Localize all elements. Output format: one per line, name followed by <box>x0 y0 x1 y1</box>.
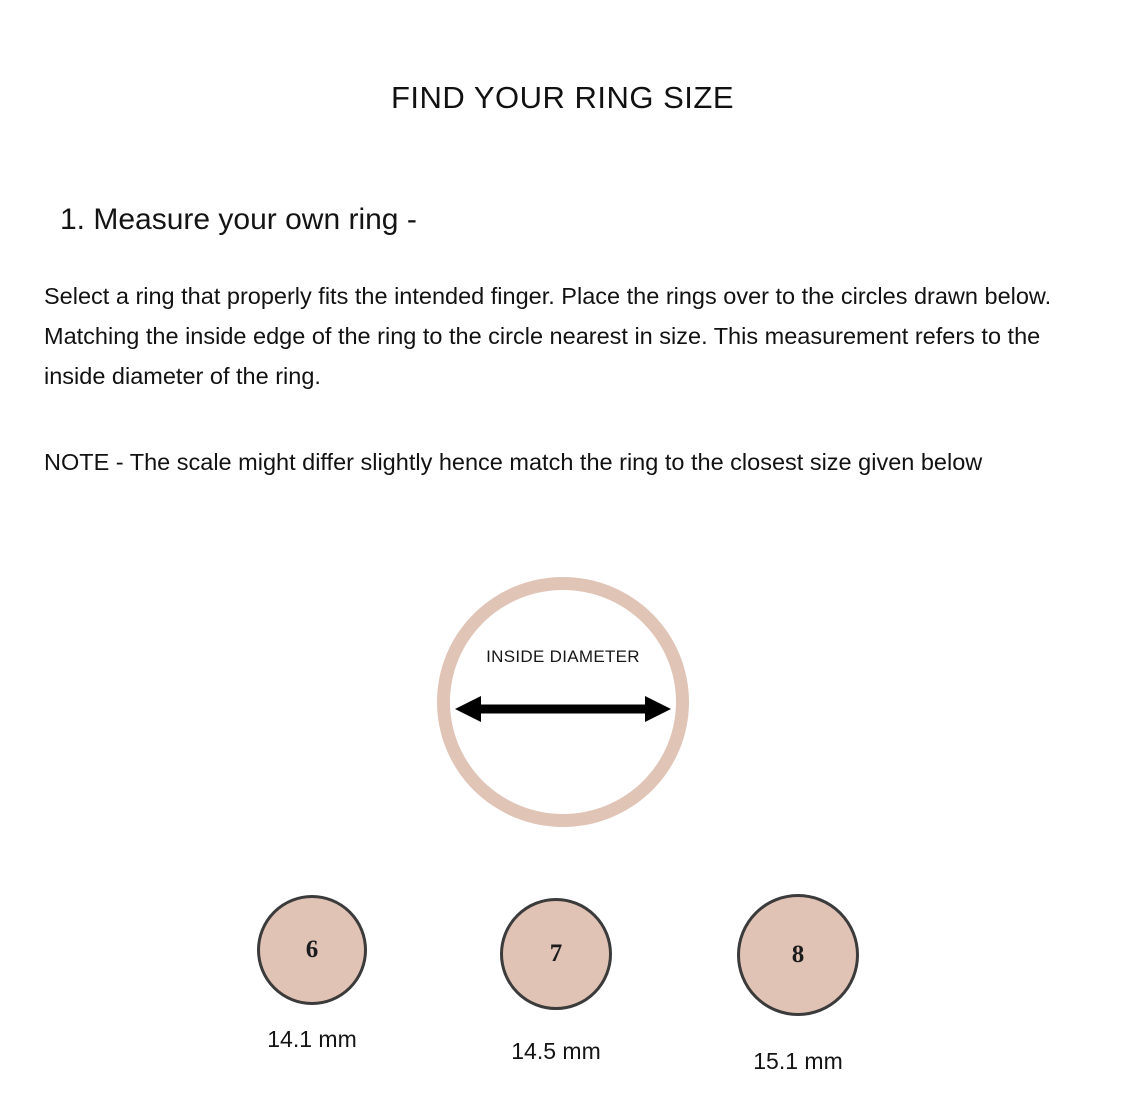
instructions-paragraph: Select a ring that properly fits the intended finger. Place the rings over to the circles drawn below. Matching the inside edge of the ring to the circle nearest in size. This measurement refers to the inside diameter of the ring. <box>44 283 1052 389</box>
size-number: 8 <box>791 941 805 968</box>
size-option-7[interactable] <box>440 898 672 1065</box>
size-circle-shape[interactable] <box>257 895 367 1005</box>
size-number: 7 <box>549 940 563 967</box>
size-measurement: 15.1 mm <box>753 1048 843 1074</box>
page-title: FIND YOUR RING SIZE <box>390 80 735 115</box>
inside-diameter-diagram <box>437 577 689 827</box>
note-paragraph: NOTE - The scale might differ slightly hence match the ring to the closest size given below <box>44 449 983 475</box>
inside-diameter-label: INSIDE DIAMETER <box>486 647 640 666</box>
size-option-6[interactable] <box>196 895 428 1053</box>
size-option-8[interactable] <box>682 894 914 1075</box>
step-heading: 1. Measure your own ring - <box>60 203 417 236</box>
size-circle-shape[interactable] <box>737 894 859 1016</box>
size-circle-row <box>0 880 1125 1100</box>
size-number: 6 <box>305 936 319 963</box>
double-arrow-icon <box>447 689 679 729</box>
size-measurement: 14.5 mm <box>511 1038 601 1064</box>
size-circle-shape[interactable] <box>500 898 612 1010</box>
size-measurement: 14.1 mm <box>267 1026 357 1052</box>
